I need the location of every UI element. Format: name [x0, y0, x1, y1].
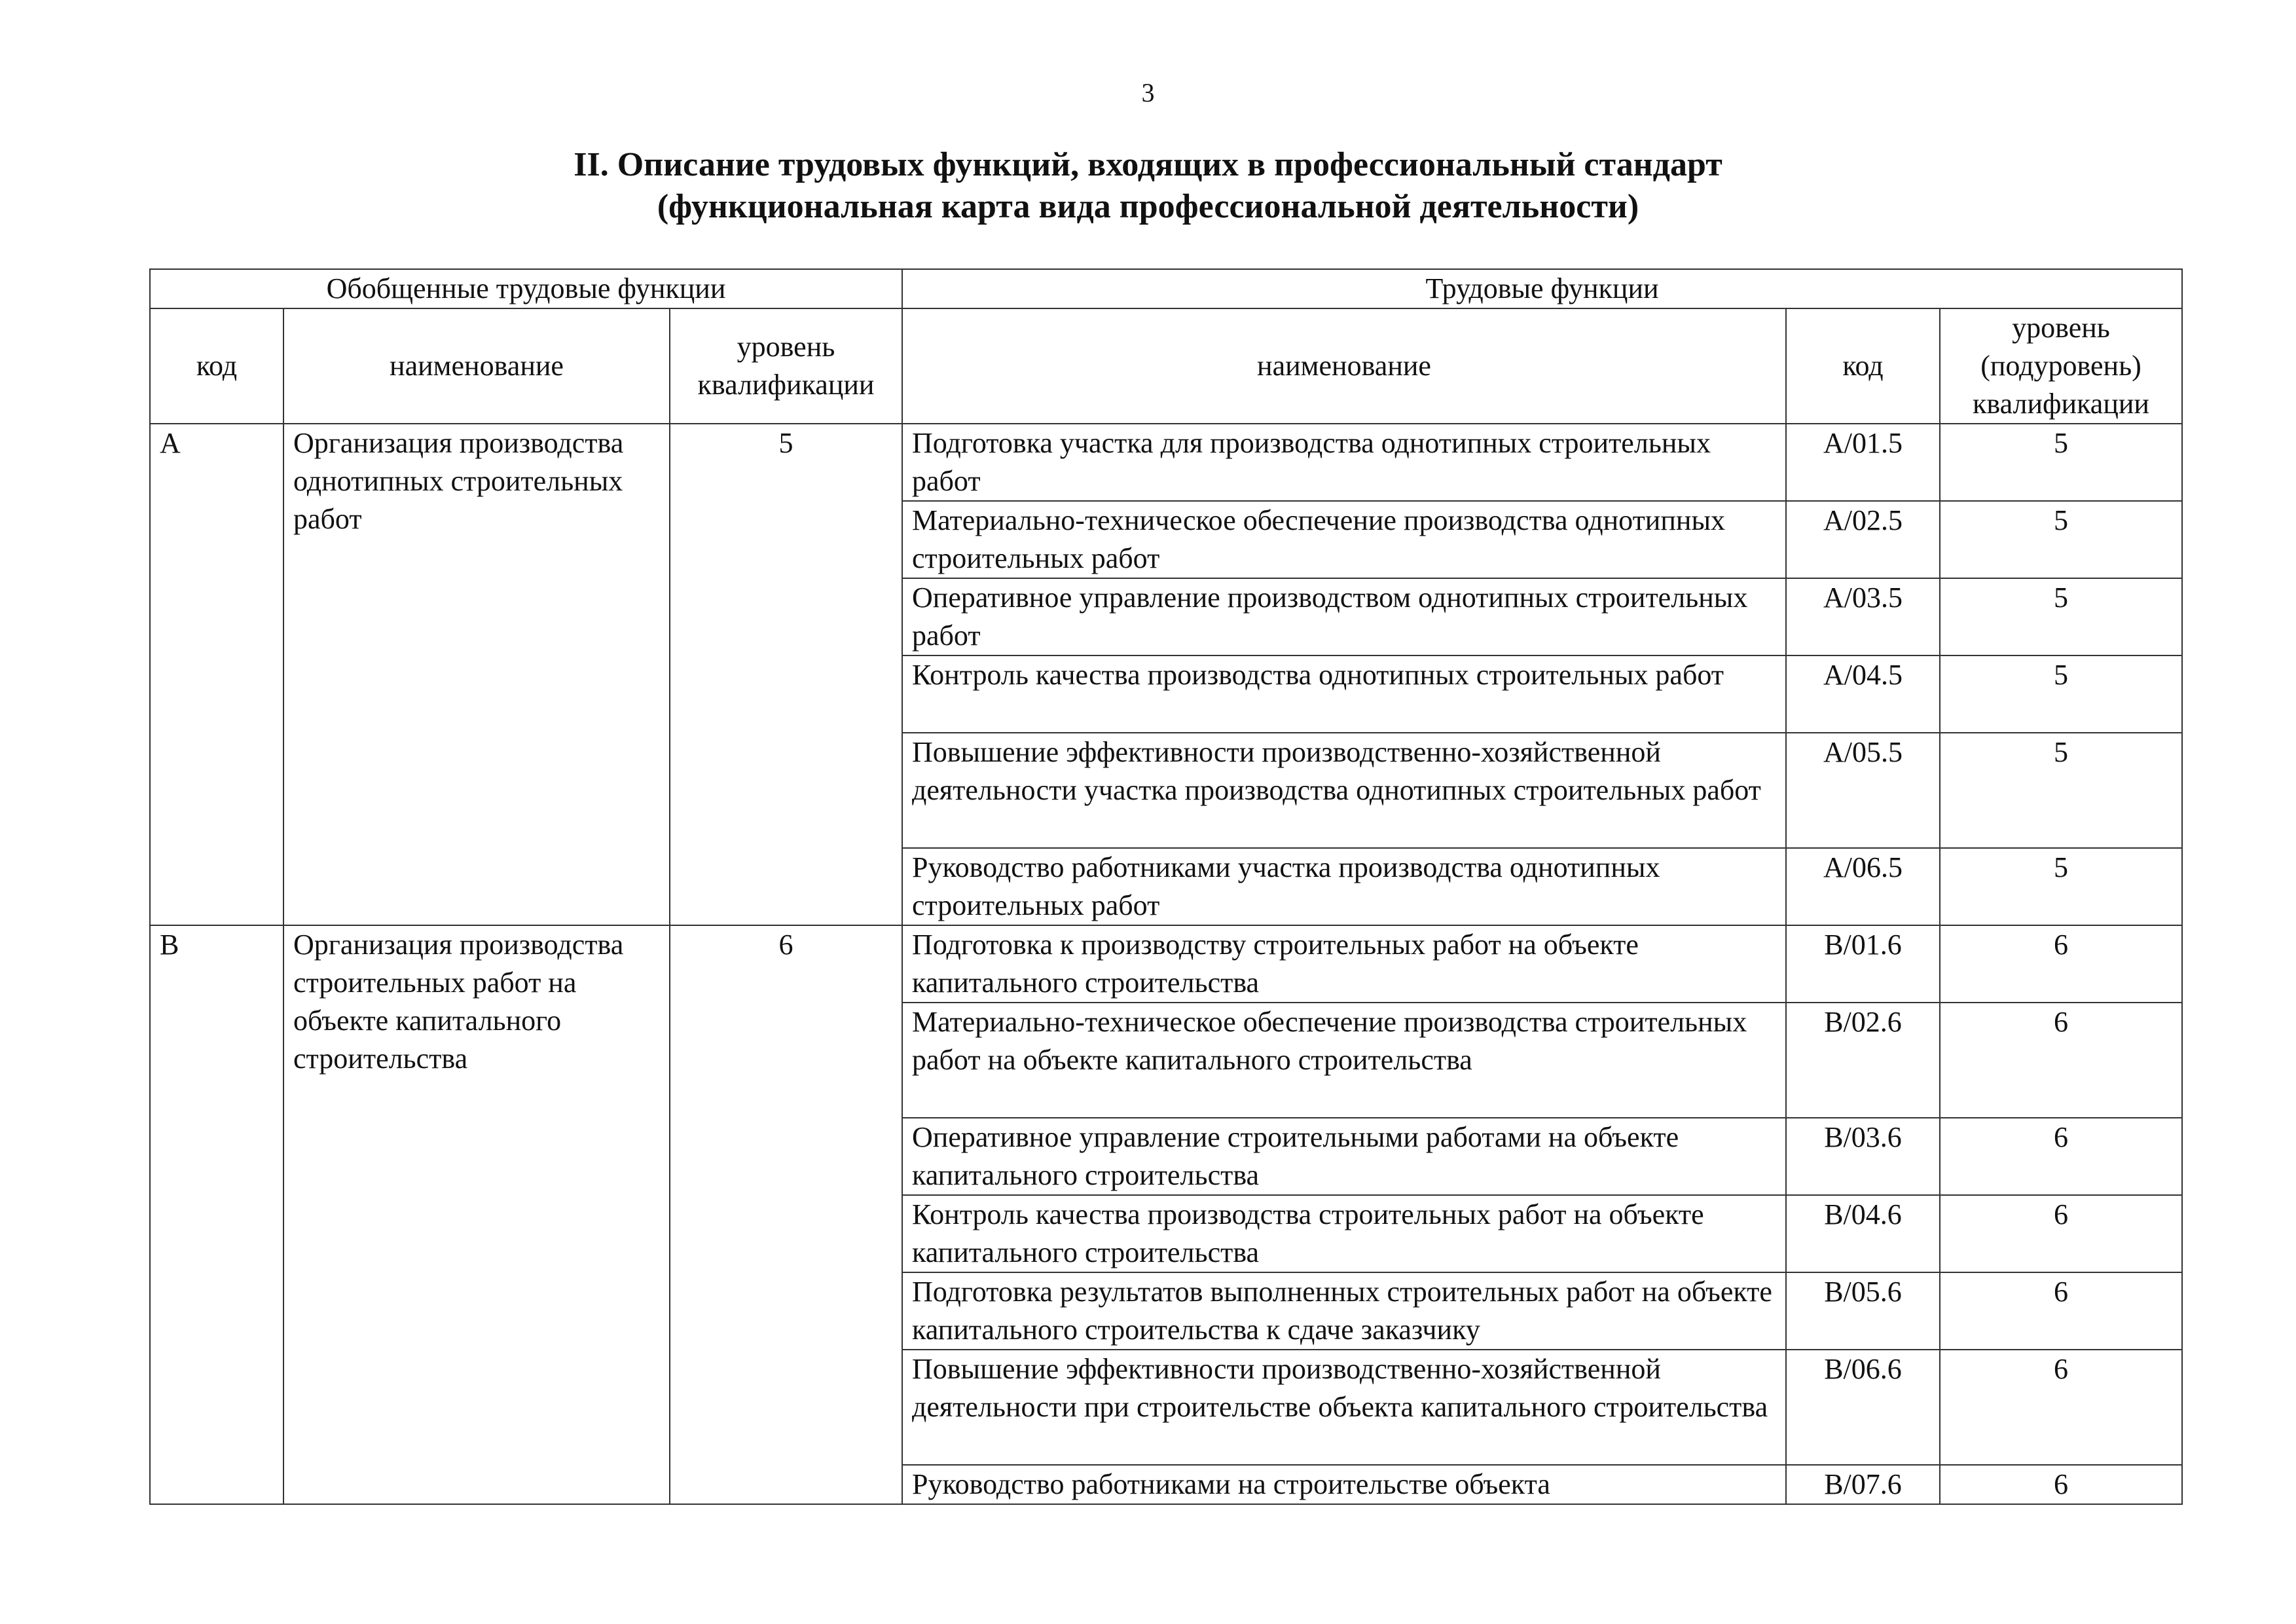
- function-level: 5: [1940, 655, 2182, 733]
- group-level: 5: [670, 424, 902, 925]
- header-function-name: наименование: [902, 308, 1786, 424]
- group-name: Организация производства однотипных строительных работ: [283, 424, 670, 925]
- function-level: 5: [1940, 578, 2182, 655]
- function-name: Материально-техническое обеспечение производства строительных работ на объекте капитального строительства: [902, 1003, 1786, 1118]
- table-row: [150, 424, 2182, 501]
- section-title: [0, 144, 2296, 228]
- function-level: 6: [1940, 1350, 2182, 1465]
- group-code: B: [150, 925, 283, 1504]
- page-number: 3: [1141, 78, 1155, 107]
- header-code: код: [150, 308, 283, 424]
- function-code: B/05.6: [1786, 1272, 1940, 1350]
- functional-map-table: [149, 268, 2183, 1505]
- group-code: A: [150, 424, 283, 925]
- header-labor-functions: Трудовые функции: [902, 269, 2182, 308]
- header-name: наименование: [283, 308, 670, 424]
- function-level: 5: [1940, 848, 2182, 925]
- function-code: B/03.6: [1786, 1118, 1940, 1195]
- function-name: Повышение эффективности производственно-хозяйственной деятельности участка производства однотипных строительных работ: [902, 733, 1786, 848]
- section-title-line-1: II. Описание трудовых функций, входящих в профессиональный стандарт: [574, 146, 1722, 183]
- function-name: Контроль качества производства строительных работ на объекте капитального строительства: [902, 1195, 1786, 1272]
- function-level: 6: [1940, 925, 2182, 1003]
- group-name: Организация производства строительных работ на объекте капитального строительства: [283, 925, 670, 1504]
- function-code: A/05.5: [1786, 733, 1940, 848]
- function-name: Контроль качества производства однотипных строительных работ: [902, 655, 1786, 733]
- function-code: A/03.5: [1786, 578, 1940, 655]
- section-title-line-2: (функциональная карта вида профессиональной деятельности): [657, 188, 1639, 225]
- header-generalized-functions: Обобщенные трудовые функции: [150, 269, 902, 308]
- function-level: 6: [1940, 1465, 2182, 1504]
- function-name: Руководство работниками участка производства однотипных строительных работ: [902, 848, 1786, 925]
- function-level: 5: [1940, 733, 2182, 848]
- table-row: [150, 925, 2182, 1003]
- function-name: Подготовка к производству строительных работ на объекте капитального строительства: [902, 925, 1786, 1003]
- function-code: B/04.6: [1786, 1195, 1940, 1272]
- function-name: Материально-техническое обеспечение производства однотипных строительных работ: [902, 501, 1786, 578]
- header-level: уровень квалификации: [670, 308, 902, 424]
- function-level: 6: [1940, 1195, 2182, 1272]
- function-level: 5: [1940, 424, 2182, 501]
- header-function-level: уровень (подуровень) квалификации: [1940, 308, 2182, 424]
- function-name: Подготовка участка для производства однотипных строительных работ: [902, 424, 1786, 501]
- function-code: B/01.6: [1786, 925, 1940, 1003]
- function-name: Подготовка результатов выполненных строительных работ на объекте капитального строительства к сдаче заказчику: [902, 1272, 1786, 1350]
- function-code: B/07.6: [1786, 1465, 1940, 1504]
- function-level: 6: [1940, 1272, 2182, 1350]
- function-name: Руководство работниками на строительстве объекта: [902, 1465, 1786, 1504]
- function-code: A/04.5: [1786, 655, 1940, 733]
- function-code: B/06.6: [1786, 1350, 1940, 1465]
- function-code: A/02.5: [1786, 501, 1940, 578]
- table-column-header-row: [150, 308, 2182, 424]
- function-code: B/02.6: [1786, 1003, 1940, 1118]
- function-level: 5: [1940, 501, 2182, 578]
- function-code: A/06.5: [1786, 848, 1940, 925]
- function-code: A/01.5: [1786, 424, 1940, 501]
- table-group-header-row: [150, 269, 2182, 308]
- group-level: 6: [670, 925, 902, 1504]
- function-name: Оперативное управление строительными работами на объекте капитального строительства: [902, 1118, 1786, 1195]
- function-level: 6: [1940, 1003, 2182, 1118]
- function-name: Оперативное управление производством однотипных строительных работ: [902, 578, 1786, 655]
- function-name: Повышение эффективности производственно-хозяйственной деятельности при строительстве объекта капитального строительства: [902, 1350, 1786, 1465]
- function-level: 6: [1940, 1118, 2182, 1195]
- header-function-code: код: [1786, 308, 1940, 424]
